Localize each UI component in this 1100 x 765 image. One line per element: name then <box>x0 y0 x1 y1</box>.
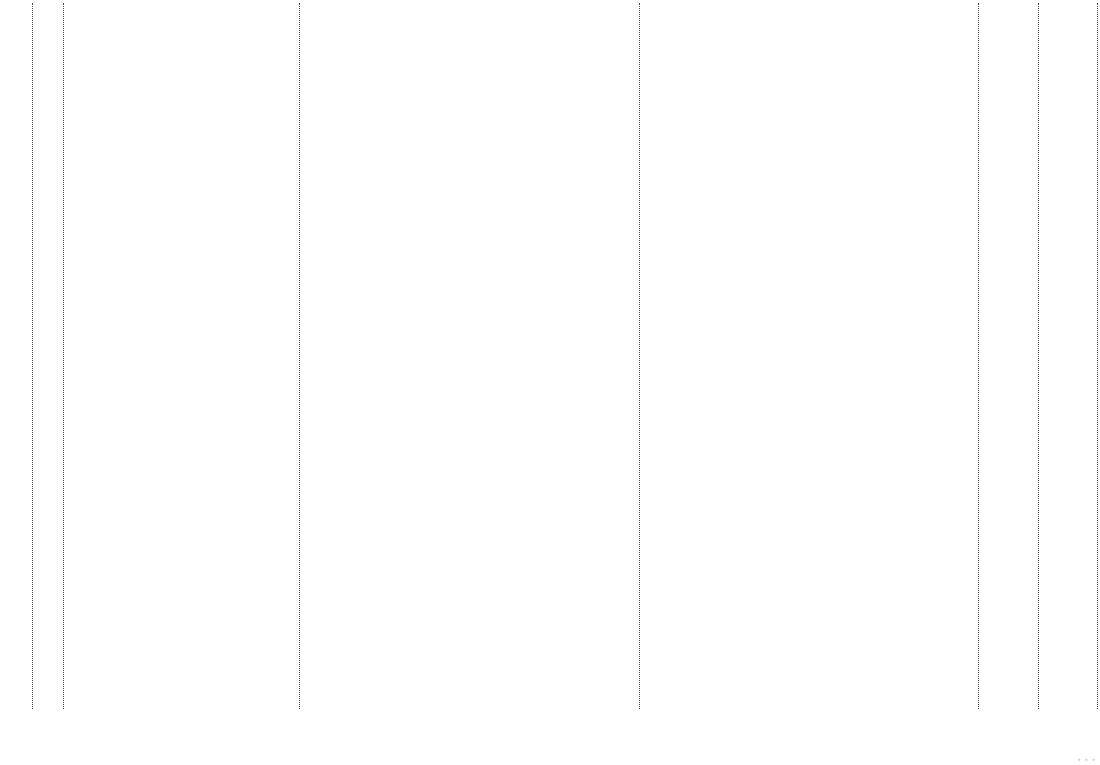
col-divider <box>63 3 64 709</box>
header-nr <box>32 3 63 33</box>
header-part <box>639 3 978 33</box>
watermark: • • • <box>1076 756 1096 765</box>
header-quantity <box>978 3 1038 33</box>
header-artikel <box>299 3 639 33</box>
col-divider <box>978 3 979 709</box>
col-divider <box>1038 3 1039 709</box>
col-divider <box>32 3 33 709</box>
header-item-no <box>63 3 299 33</box>
table-header <box>0 3 1100 33</box>
header-torque <box>1038 3 1098 33</box>
col-divider <box>1097 3 1098 709</box>
header-step <box>4 3 32 33</box>
col-divider <box>299 3 300 709</box>
col-divider <box>639 3 640 709</box>
